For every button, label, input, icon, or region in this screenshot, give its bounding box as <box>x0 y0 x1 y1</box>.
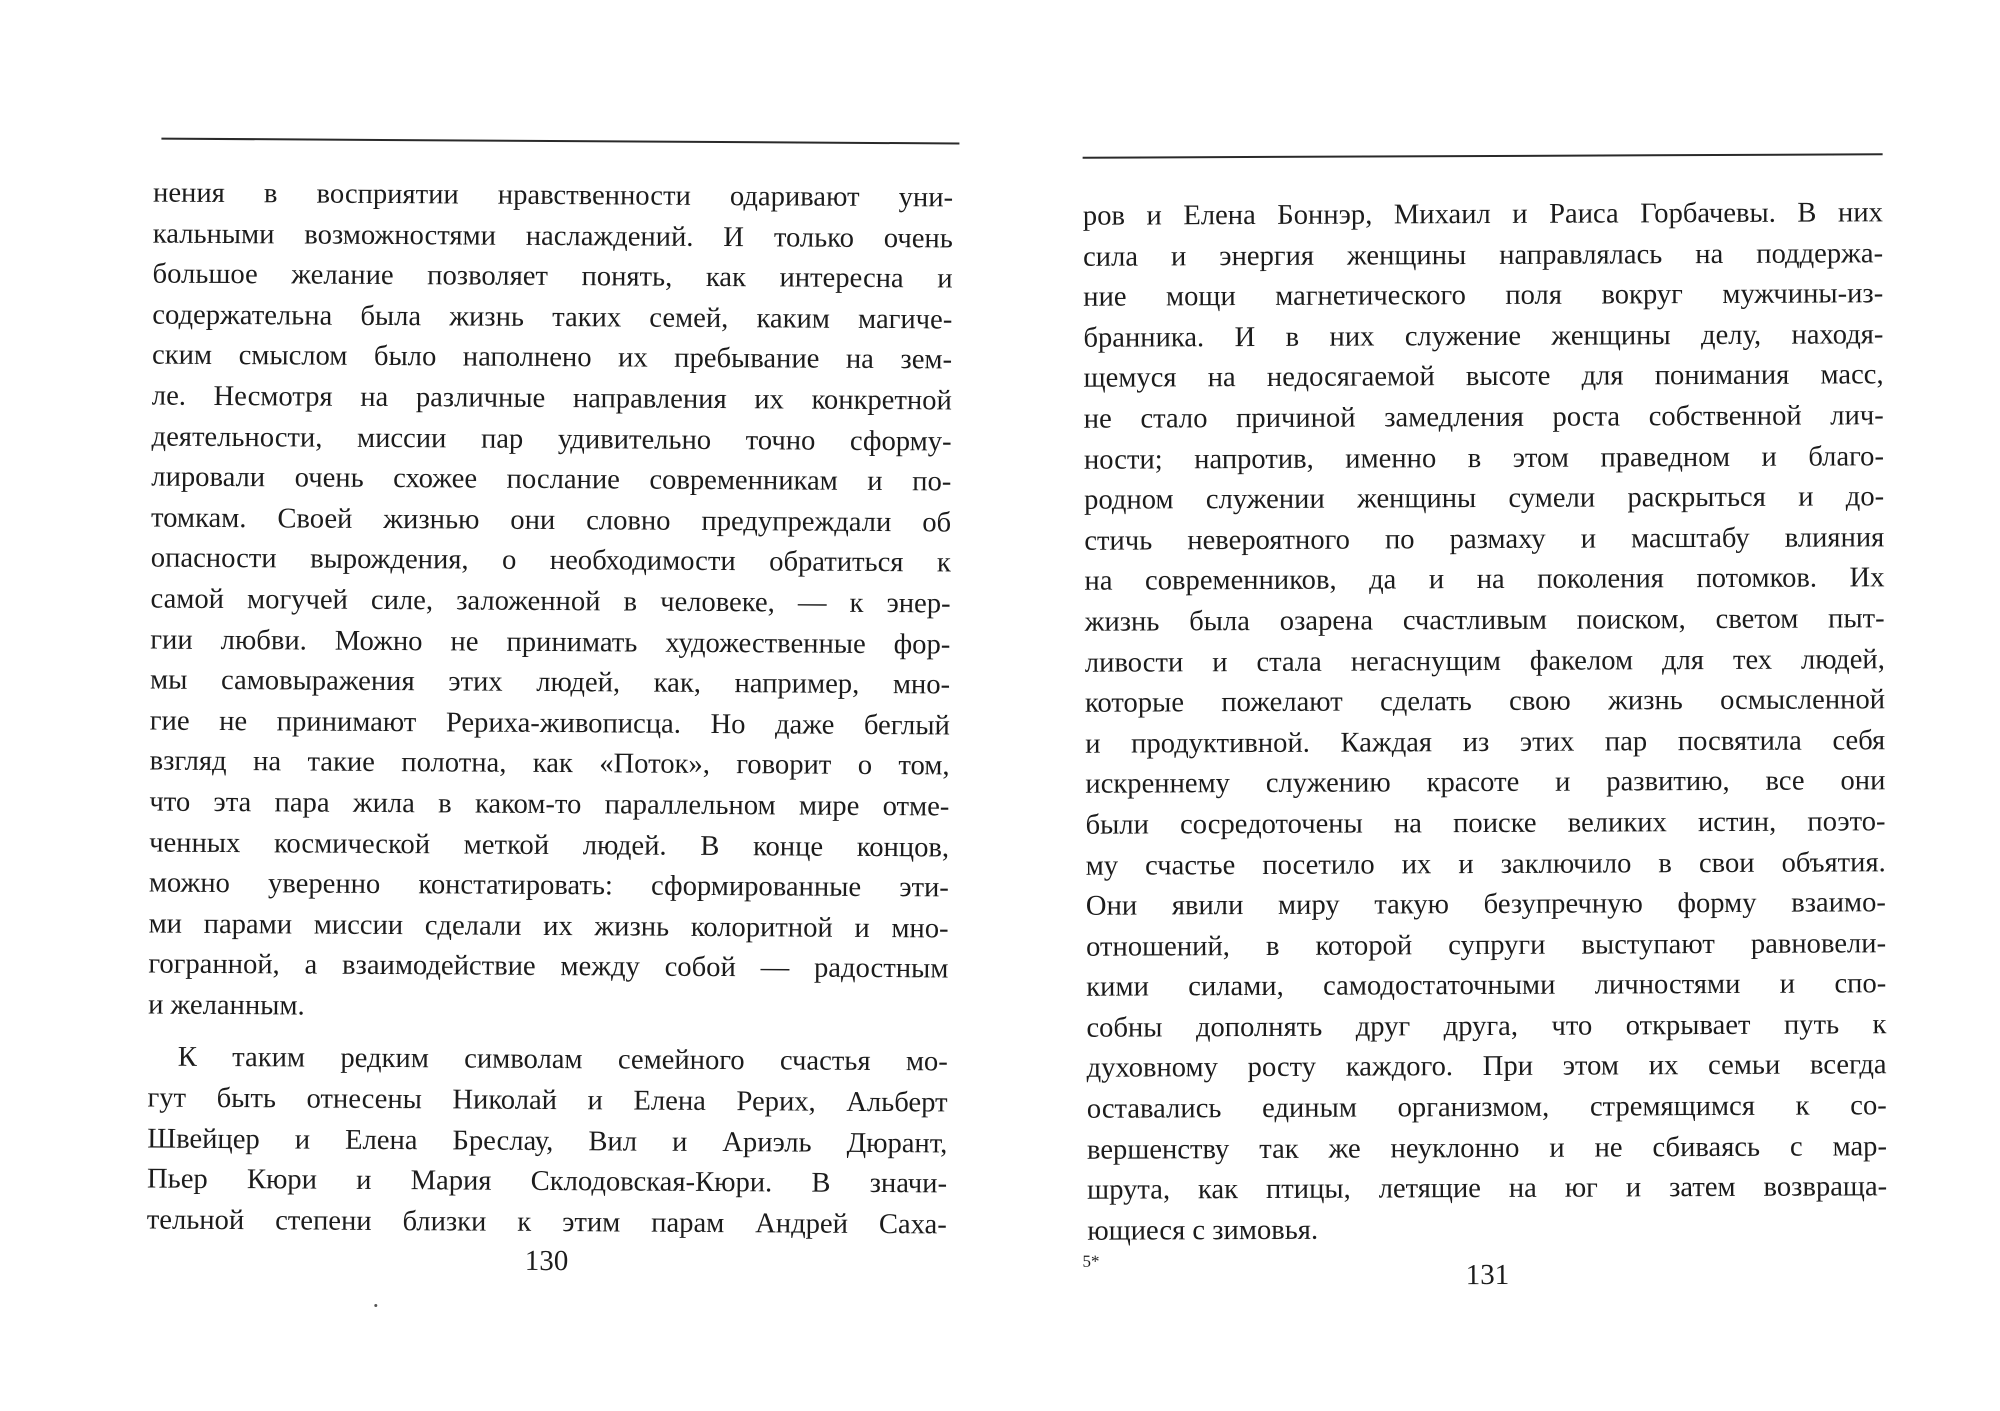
text-line: ров и Елена Боннэр, Михаил и Раиса Горбачевы. В них <box>1082 197 1883 232</box>
text-line: опасности вырождения, о необходимости обратиться к <box>150 542 951 579</box>
text-line: гие не принимают Рериха-живописца. Но даже беглый <box>149 705 950 742</box>
text-line: щемуся на недосягаемой высоте для понимания масс, <box>1083 359 1884 395</box>
text-line: не стало причиной замедления роста собственной лич- <box>1083 400 1884 435</box>
text-line: томкам. Своей жизнью они словно предупреждали об <box>151 502 952 539</box>
text-line: большое желание позволяет понять, как интересна и <box>152 258 953 295</box>
text-line: нения в восприятии нравственности одаривают уни- <box>152 177 954 214</box>
print-speck <box>374 1304 377 1307</box>
text-line: ности; напротив, именно в этом праведном и благо- <box>1083 440 1885 476</box>
text-line: были сосредоточены на поиске великих истин, поэто- <box>1085 806 1886 841</box>
header-rule <box>1083 153 1883 158</box>
text-line: ченных космической меткой людей. В конце концов, <box>149 827 950 863</box>
text-line: стичь невероятного по размаху и масштабу влияния <box>1084 522 1885 557</box>
text-line: что эта пара жила в каком-то параллельном мире отме- <box>149 786 950 823</box>
text-line: содержательна была жизнь таких семей, каким магиче- <box>152 299 953 336</box>
text-line: оставались единым организмом, стремящимся к со- <box>1086 1090 1887 1125</box>
text-line: К таким редким символам семейного счастья мо- <box>177 1042 948 1078</box>
text-line: ющиеся с зимовья. <box>1087 1214 1319 1247</box>
right-page <box>1082 0 1888 1411</box>
text-line: родном служении женщины сумели раскрыться и до- <box>1084 481 1885 516</box>
text-line: ле. Несмотря на различные направления их конкретной <box>151 380 952 417</box>
text-line: ние мощи магнетического поля вокруг мужчины-из- <box>1083 278 1884 313</box>
text-line: и желанным. <box>148 989 305 1022</box>
right-page-text <box>1083 193 1888 1252</box>
text-line: искреннему служению красоте и развитию, все они <box>1085 765 1886 801</box>
text-line: мы самовыражения этих людей, как, например, мно- <box>150 664 951 701</box>
text-line: на современников, да и на поколения потомков. Их <box>1084 562 1885 598</box>
left-page <box>146 0 955 1411</box>
text-line: бранника. И в них служение женщины делу, находя- <box>1083 319 1884 354</box>
text-line: вершенству так же неуклонно и не сбиваясь с мар- <box>1086 1130 1888 1166</box>
header-rule <box>161 138 959 145</box>
text-line: му счастье посетило их и заключило в свои объятия. <box>1085 846 1886 882</box>
text-line: шрута, как птицы, летящие на юг и затем возвраща- <box>1087 1171 1888 1206</box>
text-line: лировали очень схожее послание современникам и по- <box>151 461 952 498</box>
text-line: духовному росту каждого. При этом их семьи всегда <box>1086 1049 1887 1085</box>
text-line: деятельности, миссии пар удивительно точно сформу- <box>151 421 952 458</box>
text-line: Швейцер и Елена Бреслау, Вил и Ариэль Дюрант, <box>147 1123 948 1160</box>
text-line: кими силами, самодостаточными личностями и спо- <box>1086 968 1887 1004</box>
text-line: жизнь была озарена счастливым поиском, светом пыт- <box>1084 603 1885 638</box>
text-line: гогранной, а взаимодействие между собой — радостным <box>148 948 949 985</box>
text-line: отношений, в которой супруги выступают равновели- <box>1086 927 1887 963</box>
text-line: ливости и стала негаснущим факелом для тех людей, <box>1084 643 1885 679</box>
page-number: 130 <box>524 1244 569 1278</box>
text-line: сила и энергия женщины направлялась на поддержа- <box>1082 237 1884 273</box>
text-line: и продуктивной. Каждая из этих пар посвятила себя <box>1085 724 1886 760</box>
signature-mark: 5* <box>1082 1251 1100 1271</box>
left-page-text <box>147 174 954 1246</box>
text-line: которые пожелают сделать свою жизнь осмысленной <box>1084 684 1886 719</box>
text-line: собны дополнять друг друга, что открывает путь к <box>1086 1009 1887 1044</box>
text-line: гут быть отнесены Николай и Елена Рерих, Альберт <box>147 1082 948 1119</box>
text-line: гии любви. Можно не принимать художественные фор- <box>150 624 951 660</box>
text-line: взгляд на такие полотна, как «Поток», говорит о том, <box>149 745 950 782</box>
page-number: 131 <box>1465 1258 1510 1292</box>
text-line: можно уверенно констатировать: сформированные эти- <box>148 867 949 904</box>
text-line: Пьер Кюри и Мария Склодовская-Кюри. В значи- <box>146 1163 948 1200</box>
text-line: тельной степени близки к этим парам Андрей Саха- <box>146 1204 947 1241</box>
text-line: ми парами миссии сделали их жизнь колоритной и мно- <box>148 908 949 945</box>
text-line: ским смыслом было наполнено их пребывание на зем- <box>152 339 953 376</box>
text-line: Они явили миру такую безупречную форму взаимо- <box>1085 887 1886 922</box>
text-line: кальными возможностями наслаждений. И только очень <box>152 218 953 255</box>
text-line: самой могучей силе, заложенной в человеке, — к энер- <box>150 583 951 620</box>
